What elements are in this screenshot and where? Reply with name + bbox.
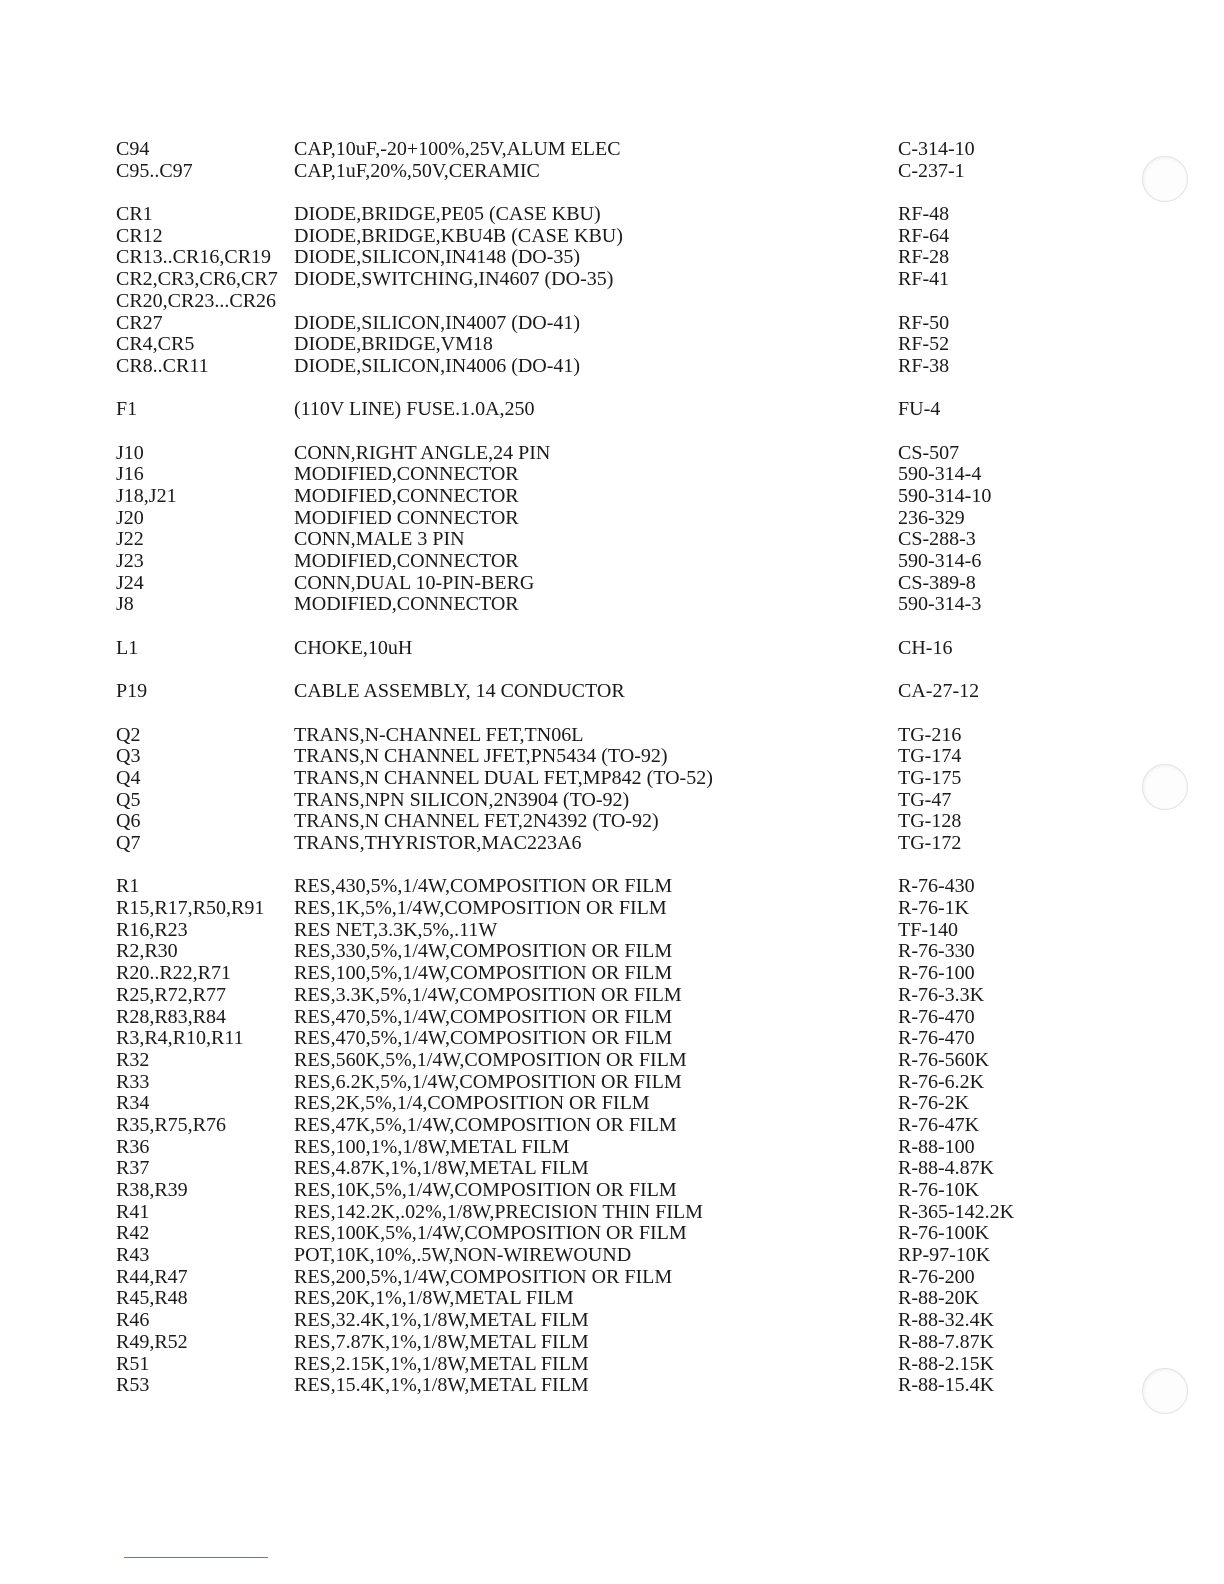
- part-description: RES,47K,5%,1/4W,COMPOSITION OR FILM: [294, 1113, 677, 1136]
- part-number: CS-507: [898, 441, 960, 464]
- part-reference: R37: [116, 1157, 150, 1180]
- part-reference: L1: [116, 636, 139, 659]
- part-description: TRANS,N CHANNEL JFET,PN5434 (TO-92): [294, 745, 668, 768]
- part-reference: R46: [116, 1309, 150, 1332]
- part-description: RES,560K,5%,1/4W,COMPOSITION OR FILM: [294, 1048, 687, 1071]
- part-reference: F1: [116, 398, 138, 421]
- part-number: R-76-560K: [898, 1048, 990, 1071]
- part-reference: R25,R72,R77: [116, 983, 227, 1006]
- part-description: RES,330,5%,1/4W,COMPOSITION OR FILM: [294, 940, 673, 963]
- part-row: [116, 247, 1056, 269]
- part-number: R-88-4.87K: [898, 1157, 995, 1180]
- part-description: TRANS,N CHANNEL FET,2N4392 (TO-92): [294, 810, 659, 833]
- part-reference: Q4: [116, 766, 141, 789]
- part-number: 590-314-3: [898, 593, 982, 616]
- part-description: RES,100,5%,1/4W,COMPOSITION OR FILM: [294, 962, 673, 985]
- part-description: DIODE,SILICON,IN4148 (DO-35): [294, 246, 581, 269]
- part-number: R-76-10K: [898, 1179, 980, 1201]
- part-description: RES,4.87K,1%,1/8W,METAL FILM: [294, 1157, 589, 1180]
- part-description: RES,1K,5%,1/4W,COMPOSITION OR FILM: [294, 897, 667, 920]
- part-description: RES,7.87K,1%,1/8W,METAL FILM: [294, 1330, 589, 1353]
- part-reference: R33: [116, 1070, 150, 1093]
- part-row: [116, 1288, 1056, 1310]
- part-reference: J8: [116, 593, 134, 616]
- part-row: [116, 725, 1056, 747]
- part-reference: CR13..CR16,CR19: [116, 246, 272, 269]
- part-row: [116, 1180, 1056, 1202]
- part-description: RES,470,5%,1/4W,COMPOSITION OR FILM: [294, 1027, 673, 1050]
- part-row: [116, 529, 1056, 551]
- part-row: [116, 551, 1056, 573]
- part-description: RES,470,5%,1/4W,COMPOSITION OR FILM: [294, 1005, 673, 1028]
- part-reference: R32: [116, 1048, 150, 1071]
- part-row: [116, 963, 1056, 985]
- parts-group: [116, 399, 1056, 421]
- part-row: [116, 1223, 1056, 1245]
- part-description: (110V LINE) FUSE.1.0A,250: [294, 398, 535, 421]
- part-reference: R38,R39: [116, 1179, 188, 1201]
- part-row: [116, 790, 1056, 812]
- punch-hole: [1142, 156, 1188, 202]
- part-number: TF-140: [898, 918, 958, 941]
- part-description: CONN,DUAL 10-PIN-BERG: [294, 571, 535, 594]
- part-row: [116, 1310, 1056, 1332]
- parts-list: [116, 139, 1056, 1419]
- part-description: RES,142.2K,.02%,1/8W,PRECISION THIN FILM: [294, 1200, 703, 1223]
- part-number: RF-38: [898, 354, 950, 377]
- part-row: [116, 1072, 1056, 1094]
- part-description: DIODE,BRIDGE,KBU4B (CASE KBU): [294, 224, 623, 247]
- part-reference: R45,R48: [116, 1287, 188, 1310]
- part-number: 590-314-6: [898, 550, 982, 573]
- part-reference: R49,R52: [116, 1330, 188, 1353]
- part-row: [116, 226, 1056, 248]
- part-reference: CR4,CR5: [116, 333, 195, 356]
- part-number: TG-47: [898, 788, 952, 811]
- part-description: MODIFIED,CONNECTOR: [294, 550, 519, 573]
- part-row: [116, 1093, 1056, 1115]
- part-description: CONN,MALE 3 PIN: [294, 528, 465, 551]
- part-description: MODIFIED,CONNECTOR: [294, 593, 519, 616]
- part-number: FU-4: [898, 398, 941, 421]
- part-description: RES,15.4K,1%,1/8W,METAL FILM: [294, 1374, 589, 1397]
- part-number: R-76-470: [898, 1027, 975, 1050]
- part-description: RES,100,1%,1/8W,METAL FILM: [294, 1135, 570, 1158]
- part-reference: R2,R30: [116, 940, 178, 963]
- part-number: RF-28: [898, 246, 950, 269]
- part-row: [116, 941, 1056, 963]
- part-description: TRANS,THYRISTOR,MAC223A6: [294, 832, 582, 854]
- part-row: [116, 876, 1056, 898]
- part-reference: CR27: [116, 311, 163, 334]
- part-description: RES,2K,5%,1/4,COMPOSITION OR FILM: [294, 1092, 650, 1115]
- part-number: CS-288-3: [898, 528, 976, 551]
- part-reference: J20: [116, 506, 144, 529]
- part-number: R-76-100K: [898, 1222, 990, 1245]
- part-reference: Q2: [116, 723, 141, 746]
- part-row: [116, 139, 1056, 161]
- part-description: DIODE,SWITCHING,IN4607 (DO-35): [294, 268, 614, 291]
- part-row: [116, 638, 1056, 660]
- part-reference: R44,R47: [116, 1265, 188, 1288]
- part-row: [116, 334, 1056, 356]
- parts-group: [116, 876, 1056, 1397]
- part-row: [116, 161, 1056, 183]
- part-description: CAP,1uF,20%,50V,CERAMIC: [294, 159, 540, 182]
- part-description: RES,32.4K,1%,1/8W,METAL FILM: [294, 1309, 589, 1332]
- part-reference: R51: [116, 1352, 150, 1375]
- part-reference: C94: [116, 138, 150, 160]
- part-row: [116, 920, 1056, 942]
- part-description: CONN,RIGHT ANGLE,24 PIN: [294, 441, 551, 464]
- part-number: CH-16: [898, 636, 953, 659]
- part-number: RP-97-10K: [898, 1244, 991, 1267]
- part-number: TG-128: [898, 810, 962, 833]
- part-number: C-314-10: [898, 138, 975, 160]
- part-row: [116, 1028, 1056, 1050]
- part-row: [116, 356, 1056, 378]
- part-reference: P19: [116, 680, 148, 703]
- part-description: DIODE,SILICON,IN4007 (DO-41): [294, 311, 581, 334]
- part-number: R-88-2.15K: [898, 1352, 995, 1375]
- part-number: 590-314-10: [898, 485, 992, 507]
- part-row: [116, 399, 1056, 421]
- footnote-rule: [124, 1557, 268, 1558]
- part-description: DIODE,SILICON,IN4006 (DO-41): [294, 354, 581, 377]
- part-description: MODIFIED,CONNECTOR: [294, 485, 519, 507]
- parts-group: [116, 638, 1056, 660]
- part-number: RF-41: [898, 268, 950, 291]
- part-reference: Q7: [116, 832, 141, 854]
- part-description: RES,20K,1%,1/8W,METAL FILM: [294, 1287, 574, 1310]
- part-row: [116, 486, 1056, 508]
- part-description: MODIFIED CONNECTOR: [294, 506, 519, 529]
- part-row: [116, 746, 1056, 768]
- part-reference: J18,J21: [116, 485, 177, 507]
- part-reference: Q6: [116, 810, 141, 833]
- parts-group: [116, 681, 1056, 703]
- part-row: [116, 1115, 1056, 1137]
- part-description: MODIFIED,CONNECTOR: [294, 463, 519, 486]
- part-reference: R41: [116, 1200, 150, 1223]
- part-number: TG-175: [898, 766, 962, 789]
- part-description: DIODE,BRIDGE,PE05 (CASE KBU): [294, 203, 601, 226]
- part-row: [116, 1354, 1056, 1376]
- part-reference: R53: [116, 1374, 150, 1397]
- part-row: [116, 833, 1056, 855]
- part-description: RES NET,3.3K,5%,.11W: [294, 918, 498, 941]
- part-description: TRANS,NPN SILICON,2N3904 (TO-92): [294, 788, 630, 811]
- part-number: RF-48: [898, 203, 950, 226]
- part-number: TG-174: [898, 745, 962, 768]
- part-reference: R28,R83,R84: [116, 1005, 227, 1028]
- part-reference: J23: [116, 550, 144, 573]
- part-description: RES,10K,5%,1/4W,COMPOSITION OR FILM: [294, 1179, 677, 1201]
- part-reference: R35,R75,R76: [116, 1113, 227, 1136]
- part-description: RES,3.3K,5%,1/4W,COMPOSITION OR FILM: [294, 983, 682, 1006]
- part-number: R-88-20K: [898, 1287, 980, 1310]
- part-reference: J10: [116, 441, 144, 464]
- part-number: C-237-1: [898, 159, 965, 182]
- part-row: [116, 594, 1056, 616]
- parts-group: [116, 725, 1056, 855]
- part-number: TG-172: [898, 832, 962, 854]
- part-row: [116, 1245, 1056, 1267]
- part-description: RES,200,5%,1/4W,COMPOSITION OR FILM: [294, 1265, 673, 1288]
- part-reference: J22: [116, 528, 144, 551]
- part-reference: C95..C97: [116, 159, 193, 182]
- part-number: TG-216: [898, 723, 962, 746]
- part-row: [116, 1137, 1056, 1159]
- part-number: R-365-142.2K: [898, 1200, 1015, 1223]
- part-description: CABLE ASSEMBLY, 14 CONDUCTOR: [294, 680, 625, 703]
- part-row: [116, 768, 1056, 790]
- part-number: R-76-2K: [898, 1092, 970, 1115]
- part-row: [116, 291, 1056, 313]
- part-number: R-76-6.2K: [898, 1070, 985, 1093]
- part-reference: R16,R23: [116, 918, 188, 941]
- part-description: RES,100K,5%,1/4W,COMPOSITION OR FILM: [294, 1222, 687, 1245]
- part-row: [116, 508, 1056, 530]
- part-reference: CR2,CR3,CR6,CR7: [116, 268, 278, 291]
- part-description: CAP,10uF,-20+100%,25V,ALUM ELEC: [294, 138, 621, 160]
- part-number: R-76-330: [898, 940, 975, 963]
- part-number: R-76-470: [898, 1005, 975, 1028]
- part-number: RF-50: [898, 311, 950, 334]
- part-reference: J24: [116, 571, 144, 594]
- part-row: [116, 1202, 1056, 1224]
- part-reference: R34: [116, 1092, 150, 1115]
- part-row: [116, 573, 1056, 595]
- part-number: R-76-47K: [898, 1113, 980, 1136]
- part-number: CA-27-12: [898, 680, 980, 703]
- part-number: R-88-15.4K: [898, 1374, 995, 1397]
- part-number: R-76-430: [898, 875, 975, 898]
- part-row: [116, 1332, 1056, 1354]
- part-reference: R20..R22,R71: [116, 962, 232, 985]
- part-reference: R3,R4,R10,R11: [116, 1027, 244, 1050]
- part-row: [116, 204, 1056, 226]
- part-reference: J16: [116, 463, 144, 486]
- part-description: RES,6.2K,5%,1/4W,COMPOSITION OR FILM: [294, 1070, 682, 1093]
- part-description: TRANS,N CHANNEL DUAL FET,MP842 (TO-52): [294, 766, 713, 789]
- part-row: [116, 464, 1056, 486]
- part-reference: CR12: [116, 224, 163, 247]
- parts-group: [116, 443, 1056, 617]
- part-description: CHOKE,10uH: [294, 636, 413, 659]
- part-number: R-88-7.87K: [898, 1330, 995, 1353]
- part-row: [116, 443, 1056, 465]
- part-row: [116, 313, 1056, 335]
- part-number: RF-64: [898, 224, 950, 247]
- part-reference: Q5: [116, 788, 141, 811]
- parts-group: [116, 139, 1056, 182]
- part-number: 590-314-4: [898, 463, 982, 486]
- part-number: 236-329: [898, 506, 965, 529]
- part-number: R-76-3.3K: [898, 983, 985, 1006]
- part-row: [116, 1375, 1056, 1397]
- part-description: DIODE,BRIDGE,VM18: [294, 333, 493, 356]
- part-number: R-88-32.4K: [898, 1309, 995, 1332]
- part-number: R-76-1K: [898, 897, 970, 920]
- part-description: POT,10K,10%,.5W,NON-WIREWOUND: [294, 1244, 632, 1267]
- part-row: [116, 898, 1056, 920]
- part-row: [116, 1267, 1056, 1289]
- part-reference: R43: [116, 1244, 150, 1267]
- part-row: [116, 1158, 1056, 1180]
- part-number: CS-389-8: [898, 571, 976, 594]
- part-reference: R36: [116, 1135, 150, 1158]
- part-row: [116, 985, 1056, 1007]
- part-row: [116, 269, 1056, 291]
- part-row: [116, 1050, 1056, 1072]
- part-reference: R15,R17,R50,R91: [116, 897, 265, 920]
- punch-hole: [1142, 1368, 1188, 1414]
- part-number: R-76-200: [898, 1265, 975, 1288]
- part-reference: R42: [116, 1222, 150, 1245]
- part-description: RES,430,5%,1/4W,COMPOSITION OR FILM: [294, 875, 673, 898]
- part-reference: Q3: [116, 745, 141, 768]
- part-reference: CR1: [116, 203, 153, 226]
- part-number: RF-52: [898, 333, 950, 356]
- parts-group: [116, 204, 1056, 378]
- part-row: [116, 811, 1056, 833]
- part-description: TRANS,N-CHANNEL FET,TN06L: [294, 723, 584, 746]
- part-reference: CR20,CR23...CR26: [116, 289, 277, 312]
- part-reference: CR8..CR11: [116, 354, 209, 377]
- part-reference: R1: [116, 875, 140, 898]
- part-row: [116, 1007, 1056, 1029]
- part-number: R-88-100: [898, 1135, 975, 1158]
- part-description: RES,2.15K,1%,1/8W,METAL FILM: [294, 1352, 589, 1375]
- part-row: [116, 681, 1056, 703]
- punch-hole: [1142, 764, 1188, 810]
- part-number: R-76-100: [898, 962, 975, 985]
